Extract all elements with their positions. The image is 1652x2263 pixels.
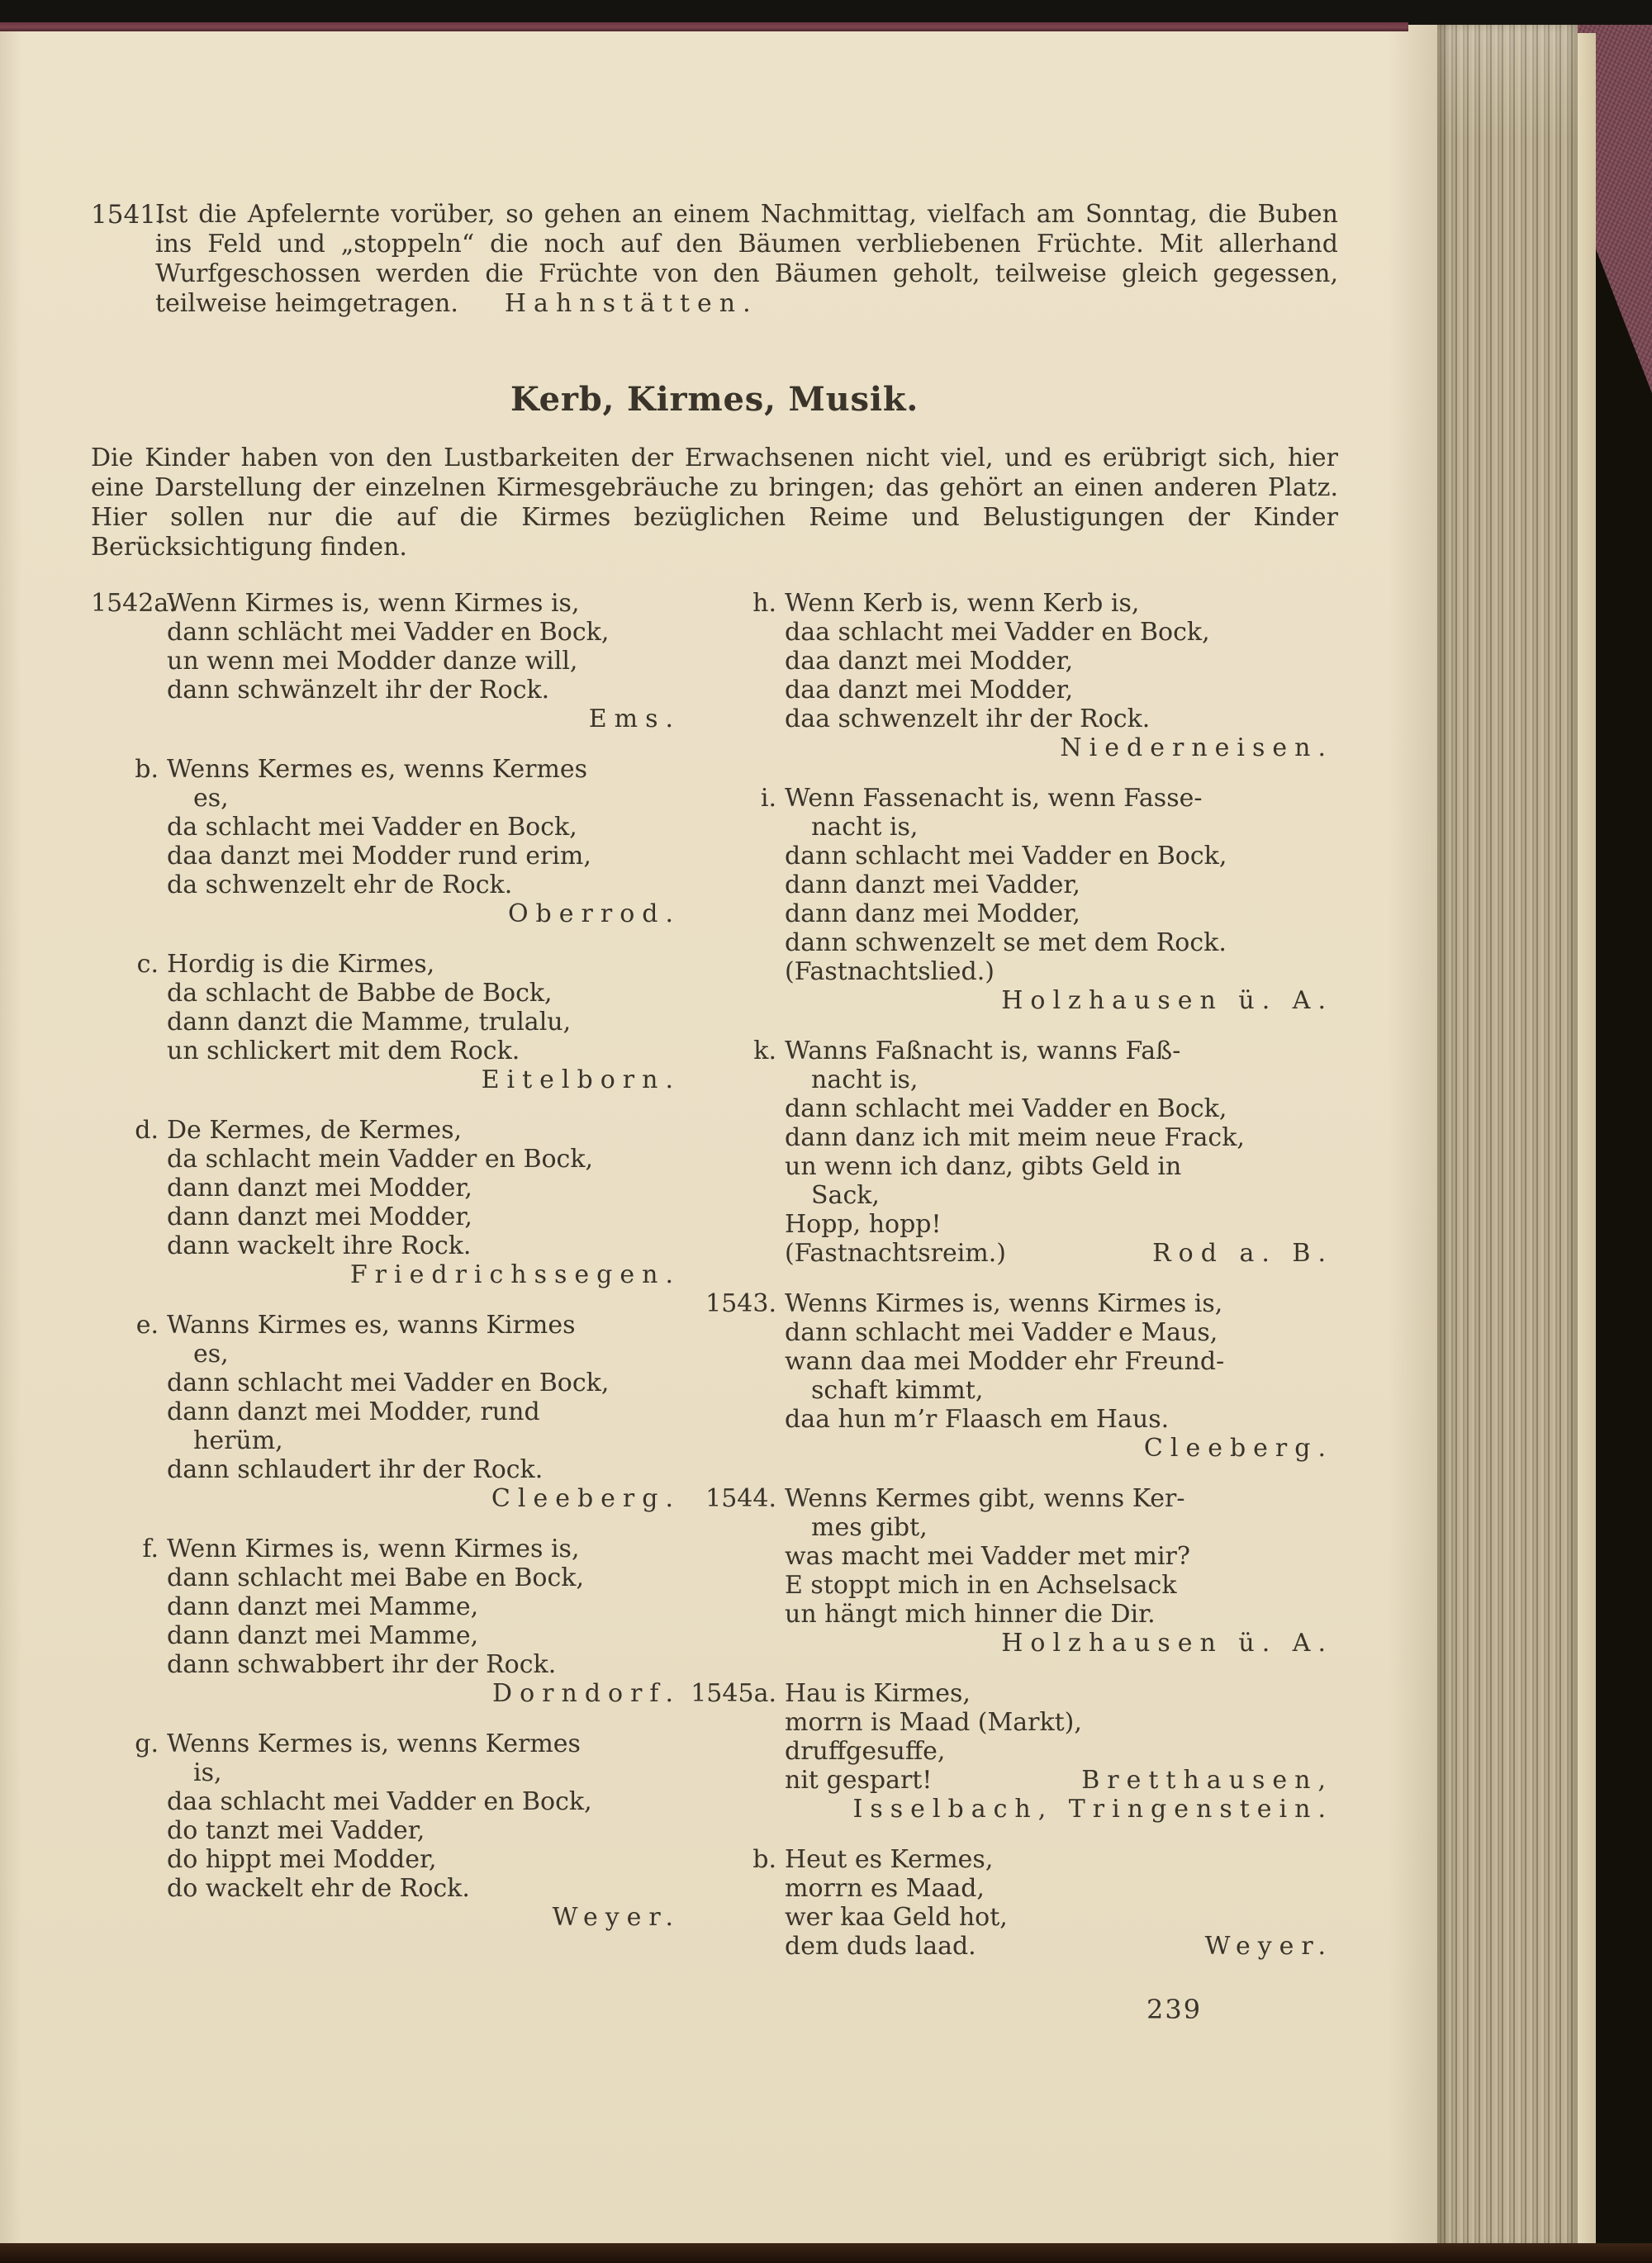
source-line: Dorndorf. xyxy=(492,1679,681,1708)
verse-line: dann schlacht mei Vadder e Maus, xyxy=(785,1318,1218,1347)
entry-1541-number: 1541. xyxy=(91,200,164,230)
note-text: nit gespart! xyxy=(785,1766,933,1795)
verse-entry xyxy=(686,784,1338,1015)
entry-label: c. xyxy=(136,950,159,979)
verse-line: was macht mei Vadder met mir? xyxy=(785,1542,1190,1571)
verse-line: dann schlaudert ihr der Rock. xyxy=(167,1455,544,1484)
entry-1541-text: Ist die Apfelernte vorüber, so gehen an einem Nachmittag, vielfach am Sonntag, die Buben ins Feld und „stoppeln“ die noch auf den Bäumen verbliebenen Früchte. Mit allerhand Wurfgeschossen werden die Früchte von den Bäumen geholt, teilweise gleich gegessen, teilweise heimgetragen. xyxy=(155,200,1338,318)
verse-line: morrn is Maad (Markt), xyxy=(785,1708,1082,1737)
verse-body xyxy=(785,1679,1338,1824)
verse-line: daa danzt mei Modder, xyxy=(785,647,1074,676)
verse-line-continuation: mes gibt, xyxy=(811,1513,928,1542)
verse-line-split xyxy=(785,1932,1338,1961)
left-column xyxy=(91,589,686,1982)
verse-body xyxy=(167,755,686,928)
source-text: Bretthausen, xyxy=(1081,1766,1333,1795)
verse-line: da schlacht mein Vadder en Bock, xyxy=(167,1145,594,1174)
verse-body xyxy=(785,1845,1338,1961)
verse-line: da schlacht mei Vadder en Bock, xyxy=(167,813,577,842)
verse-entry xyxy=(91,1311,686,1513)
verse-line: Heut es Kermes, xyxy=(785,1845,994,1874)
verse-line: un schlickert mit dem Rock. xyxy=(167,1037,520,1065)
verse-line: dann schlacht mei Babe en Bock, xyxy=(167,1563,584,1592)
entry-label: 1544. xyxy=(705,1484,776,1513)
entry-label: 1545a. xyxy=(691,1679,776,1708)
source-line: Weyer. xyxy=(552,1903,681,1932)
source-line: Holzhausen ü. A. xyxy=(1001,1629,1333,1658)
verse-body xyxy=(167,950,686,1094)
entry-label: d. xyxy=(135,1116,159,1145)
verse-line: Wenns Kermes is, wenns Kermes xyxy=(167,1729,581,1758)
verse-line-split xyxy=(785,1766,1338,1795)
verse-line: wer kaa Geld hot, xyxy=(785,1903,1008,1932)
verse-entry xyxy=(91,1535,686,1708)
entry-label: h. xyxy=(752,589,776,618)
entry-label: i. xyxy=(760,784,776,813)
verse-line: E stoppt mich in en Achselsack xyxy=(785,1571,1177,1600)
verse-entry xyxy=(91,1729,686,1932)
verse-line-continuation: es, xyxy=(193,784,229,813)
verse-line: dann danzt die Mamme, trulalu, xyxy=(167,1008,572,1037)
background-bottom-band xyxy=(0,2243,1652,2263)
note-text: dem duds laad. xyxy=(785,1932,976,1961)
source-line: Cleeberg. xyxy=(1143,1434,1333,1463)
verse-line: dann schlacht mei Vadder en Bock, xyxy=(785,842,1227,871)
page-fore-edge-stack xyxy=(1437,25,1578,2248)
entry-label: f. xyxy=(142,1535,159,1563)
source-line: Cleeberg. xyxy=(491,1484,681,1513)
verse-line: dann danzt mei Vadder, xyxy=(785,871,1080,899)
source-line: Friedrichssegen. xyxy=(349,1260,681,1289)
verse-entry xyxy=(686,1037,1338,1268)
verse-line: dann danzt mei Mamme, xyxy=(167,1592,479,1621)
verse-line: dann schlacht mei Vadder en Bock, xyxy=(785,1094,1227,1123)
verse-entry xyxy=(91,589,686,733)
verse-line-continuation: nacht is, xyxy=(811,813,919,842)
verse-line: morrn es Maad, xyxy=(785,1874,985,1903)
verse-line-continuation: herüm, xyxy=(193,1426,283,1455)
section-heading: Kerb, Kirmes, Musik. xyxy=(510,380,919,419)
verse-line: dann schwänzelt ihr der Rock. xyxy=(167,676,550,705)
source-line: Eitelborn. xyxy=(481,1065,681,1094)
verse-line: Hopp, hopp! xyxy=(785,1210,942,1239)
entry-label: g. xyxy=(135,1729,159,1758)
verse-line: daa danzt mei Modder rund erim, xyxy=(167,842,591,871)
verse-body xyxy=(167,589,686,733)
verse-line: Wanns Kirmes es, wanns Kirmes xyxy=(167,1311,576,1340)
verse-line: un wenn mei Modder danze will, xyxy=(167,647,578,676)
verse-line: Wenns Kermes es, wenns Kermes xyxy=(167,755,588,784)
verse-line-continuation: nacht is, xyxy=(811,1065,919,1094)
verse-line: daa hun m’r Flaasch em Haus. xyxy=(785,1405,1170,1434)
note-text: (Fastnachtsreim.) xyxy=(785,1239,1006,1268)
entry-label: e. xyxy=(135,1311,159,1340)
verse-body xyxy=(785,1484,1338,1658)
verse-line: do wackelt ehr de Rock. xyxy=(167,1874,470,1903)
last-leaf-edge xyxy=(1578,33,1596,2246)
verse-line: dann danz mei Modder, xyxy=(785,899,1080,928)
verse-body xyxy=(785,1289,1338,1463)
verse-line: da schwenzelt ehr de Rock. xyxy=(167,871,513,899)
verse-line: daa schwenzelt ihr der Rock. xyxy=(785,705,1151,733)
entry-label: b. xyxy=(135,755,159,784)
verse-line: da schlacht de Babbe de Bock, xyxy=(167,979,553,1008)
verse-entry xyxy=(91,755,686,928)
verse-body xyxy=(167,1311,686,1513)
verse-line: dann schwabbert ihr der Rock. xyxy=(167,1650,557,1679)
verse-line: do hippt mei Modder, xyxy=(167,1845,437,1874)
verse-entry xyxy=(686,1484,1338,1658)
verse-line: dann danzt mei Mamme, xyxy=(167,1621,479,1650)
note-line: (Fastnachtslied.) xyxy=(785,957,995,986)
verse-entry xyxy=(686,1289,1338,1463)
verse-line: Wenn Kirmes is, wenn Kirmes is, xyxy=(167,1535,580,1563)
source-line: Niederneisen. xyxy=(1060,733,1333,762)
verse-line: Wenn Fassenacht is, wenn Fasse- xyxy=(785,784,1203,813)
verse-line: do tanzt mei Vadder, xyxy=(167,1816,425,1845)
verse-entry xyxy=(686,1845,1338,1961)
entry-1541 xyxy=(91,200,1338,319)
verse-entry xyxy=(91,1116,686,1289)
verse-line: Wenn Kirmes is, wenn Kirmes is, xyxy=(167,589,580,618)
verse-line: De Kermes, de Kermes, xyxy=(167,1116,463,1145)
verse-line: dann danz ich mit meim neue Frack, xyxy=(785,1123,1245,1152)
verse-line: Wanns Faßnacht is, wanns Faß- xyxy=(785,1037,1181,1065)
verse-line: dann danzt mei Modder, rund xyxy=(167,1397,540,1426)
verse-line: Wenns Kirmes is, wenns Kirmes is, xyxy=(785,1289,1223,1318)
verse-body xyxy=(785,784,1338,1015)
section-intro: Die Kinder haben von den Lustbarkeiten der Erwachsenen nicht viel, und es erübrigt sich, hier eine Darstellung der einzelnen Kirmesgebräuche zu bringen; das gehört an einen anderen Platz. Hier sollen nur die auf die Kirmes bezüglichen Reime und Belustigungen der Kinder Berücksichtigung finden. xyxy=(91,444,1338,562)
verse-line: Wenn Kerb is, wenn Kerb is, xyxy=(785,589,1140,618)
verse-line: un hängt mich hinner die Dir. xyxy=(785,1600,1156,1629)
verse-body xyxy=(785,1037,1338,1268)
verse-line-continuation: schaft kimmt, xyxy=(811,1376,984,1405)
verse-line: daa schlacht mei Vadder en Bock, xyxy=(167,1787,592,1816)
verse-line: dann danzt mei Modder, xyxy=(167,1203,472,1231)
verse-entry xyxy=(686,1679,1338,1824)
verse-line: Hau is Kirmes, xyxy=(785,1679,971,1708)
page-sheet xyxy=(0,25,1437,2248)
entry-1541-paragraph xyxy=(155,200,1338,319)
verse-line: druffgesuffe, xyxy=(785,1737,946,1766)
verse-body xyxy=(167,1535,686,1708)
verse-entry xyxy=(686,589,1338,762)
verse-entry xyxy=(91,950,686,1094)
verse-line-continuation: is, xyxy=(193,1758,222,1787)
source-line: Holzhausen ü. A. xyxy=(1001,986,1333,1015)
source-text: Weyer. xyxy=(1204,1932,1333,1961)
verse-line-split xyxy=(785,1239,1338,1268)
entry-label: 1542a. xyxy=(91,589,177,618)
verse-line: Hordig is die Kirmes, xyxy=(167,950,435,979)
entry-label: b. xyxy=(752,1845,776,1874)
page-number: 239 xyxy=(1146,1994,1203,2025)
cover-edge-line xyxy=(0,22,1408,31)
page-content xyxy=(0,25,1437,1982)
entry-1541-source: Hahnstätten. xyxy=(504,289,758,318)
verse-body xyxy=(167,1729,686,1932)
verse-line: Wenns Kermes gibt, wenns Ker- xyxy=(785,1484,1185,1513)
background-top-band xyxy=(0,0,1652,25)
verse-line: wann daa mei Modder ehr Freund- xyxy=(785,1347,1225,1376)
verse-line: daa danzt mei Modder, xyxy=(785,676,1074,705)
verse-line: un wenn ich danz, gibts Geld in xyxy=(785,1152,1182,1181)
entry-label: k. xyxy=(753,1037,776,1065)
verse-line: dann danzt mei Modder, xyxy=(167,1174,472,1203)
source-line: Ems. xyxy=(588,705,681,733)
source-text: Rod a. B. xyxy=(1152,1239,1333,1268)
verse-line-continuation: es, xyxy=(193,1340,229,1369)
verse-body xyxy=(167,1116,686,1289)
source-line: Oberrod. xyxy=(507,899,681,928)
verse-columns xyxy=(91,589,1338,1982)
verse-line: daa schlacht mei Vadder en Bock, xyxy=(785,618,1210,647)
entry-label: 1543. xyxy=(705,1289,776,1318)
verse-line-continuation: Sack, xyxy=(811,1181,880,1210)
right-column xyxy=(686,589,1338,1982)
verse-line: dann schwenzelt se met dem Rock. xyxy=(785,928,1227,957)
verse-line: dann wackelt ihre Rock. xyxy=(167,1231,472,1260)
verse-line: dann schlächt mei Vadder en Bock, xyxy=(167,618,610,647)
source-line: Isselbach, Tringenstein. xyxy=(852,1795,1333,1824)
verse-line: dann schlacht mei Vadder en Bock, xyxy=(167,1369,610,1397)
verse-body xyxy=(785,589,1338,762)
